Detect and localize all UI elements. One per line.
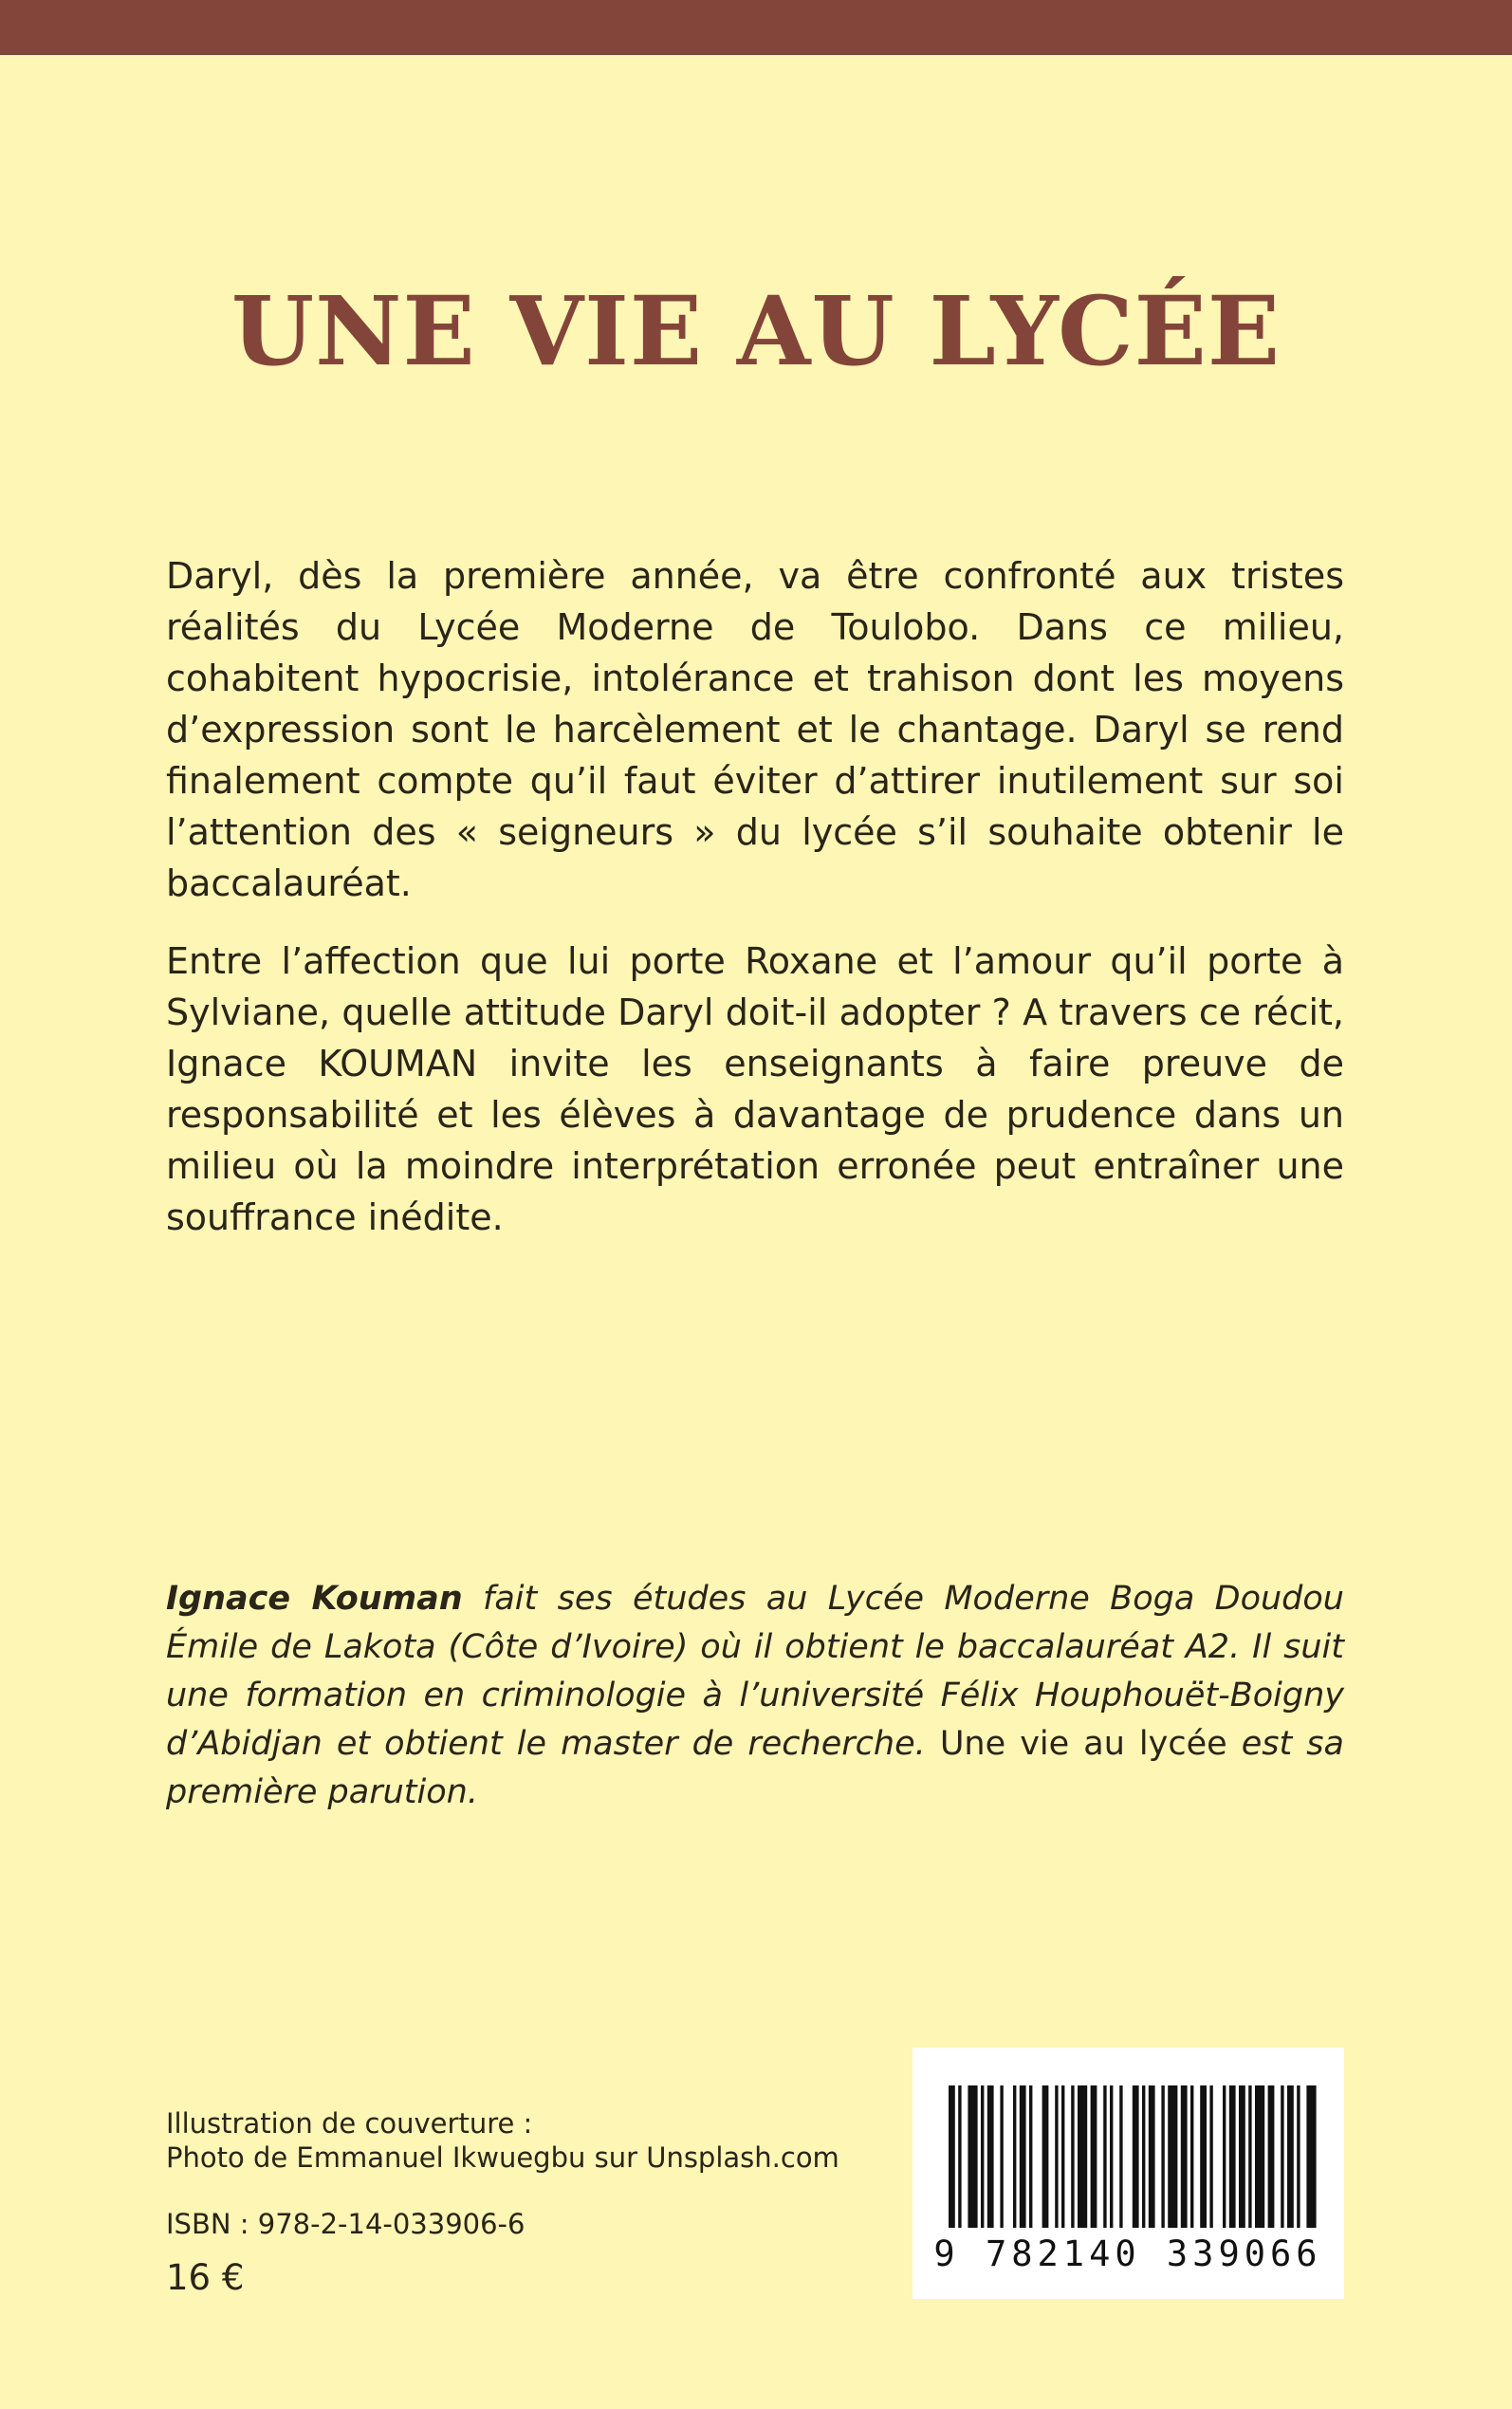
barcode-bar — [1229, 2085, 1236, 2228]
barcode-bar — [1239, 2085, 1245, 2228]
barcode-bar — [1297, 2085, 1300, 2228]
synopsis-paragraph-1: Daryl, dès la première année, va être confronté aux tristes réalités du Lycée Moderne de Toulobo. Dans ce milieu, cohabitent hypocrisie, intolérance et trahison dont les moyens d’expression sont le harcèlement et le chantage. Daryl se rend finalement compte qu’il faut éviter d’attirer inutilement sur soi l’attention des « seigneurs » du lycée s’il souhaite obtenir le baccalauréat. — [166, 555, 1344, 904]
barcode-bar — [1103, 2085, 1106, 2228]
barcode-digits: 9 782140 339066 — [933, 2233, 1322, 2274]
cover-credits — [166, 2106, 887, 2175]
barcode-bar — [1223, 2085, 1226, 2228]
synopsis-paragraph-2: Entre l’affection que lui porte Roxane et l’amour qu’il porte à Sylviane, quelle attitude Daryl doit-il adopter ? A travers ce récit, Ignace KOUMAN invite les enseignants à faire preuve de responsabilité et les élèves à davantage de prudence dans un milieu où la moindre interprétation erronée peut entraîner une souffrance inédite. — [166, 940, 1344, 1238]
barcode-bar — [1161, 2085, 1164, 2228]
barcode-bar — [1013, 2085, 1016, 2228]
barcode-bar — [1281, 2085, 1283, 2228]
credits-line-1: Illustration de couverture : — [166, 2107, 533, 2140]
barcode-bar — [1209, 2085, 1212, 2228]
barcode-bar — [1168, 2085, 1177, 2228]
barcode-bar — [1042, 2085, 1049, 2228]
barcode-bar — [1061, 2085, 1064, 2228]
barcode-bar — [987, 2085, 994, 2228]
barcode-bar — [1248, 2085, 1251, 2228]
barcode-bar — [1142, 2085, 1145, 2228]
author-bio-book-title: Une vie au lycée — [939, 1725, 1227, 1763]
barcode-bar — [1000, 2085, 1003, 2228]
barcode-bar — [1181, 2085, 1188, 2228]
top-color-band — [0, 0, 1512, 55]
barcode-bar — [1268, 2085, 1275, 2228]
author-name: Ignace Kouman — [166, 1580, 463, 1618]
author-bio — [166, 1575, 1344, 1817]
barcode-bar — [1200, 2085, 1207, 2228]
barcode-bar — [1020, 2085, 1026, 2228]
author-bio-text-2: est sa première parution. — [166, 1725, 1344, 1811]
book-title: UNE VIE AU LYCÉE — [230, 275, 1282, 387]
barcode-bar — [1091, 2085, 1097, 2228]
barcode-bar — [1029, 2085, 1032, 2228]
credits-line-2: Photo de Emmanuel Ikwuegbu sur Unsplash.com — [166, 2141, 839, 2174]
author-bio-text-1: fait ses études au Lycée Moderne Boga Doudou Émile de Lakota (Côte d’Ivoire) où il obtient le baccalauréat A2. Il suit une formation en criminologie à l’université Félix Houphouët-Boigny d’Abidjan et obtient le master de recherche. — [166, 1580, 1344, 1763]
price: 16 € — [166, 2257, 245, 2298]
barcode-bar — [1287, 2085, 1294, 2228]
synopsis — [166, 550, 1344, 1269]
barcode-bar — [1078, 2085, 1087, 2228]
barcode-bar — [1071, 2085, 1074, 2228]
barcode — [913, 2048, 1344, 2299]
barcode-bar — [1110, 2085, 1113, 2228]
barcode-bar — [1133, 2085, 1139, 2228]
barcode-bar — [1255, 2085, 1264, 2228]
barcode-bar — [1055, 2085, 1058, 2228]
barcode-bar — [1149, 2085, 1155, 2228]
barcode-bar — [949, 2085, 955, 2228]
isbn: ISBN : 978-2-14-033906-6 — [166, 2208, 526, 2240]
barcode-bar — [981, 2085, 984, 2228]
barcode-bar — [968, 2085, 977, 2228]
barcode-bar — [1190, 2085, 1193, 2228]
barcode-bar — [958, 2085, 961, 2228]
barcode-bar — [1306, 2085, 1316, 2228]
barcode-bar — [1119, 2085, 1122, 2228]
